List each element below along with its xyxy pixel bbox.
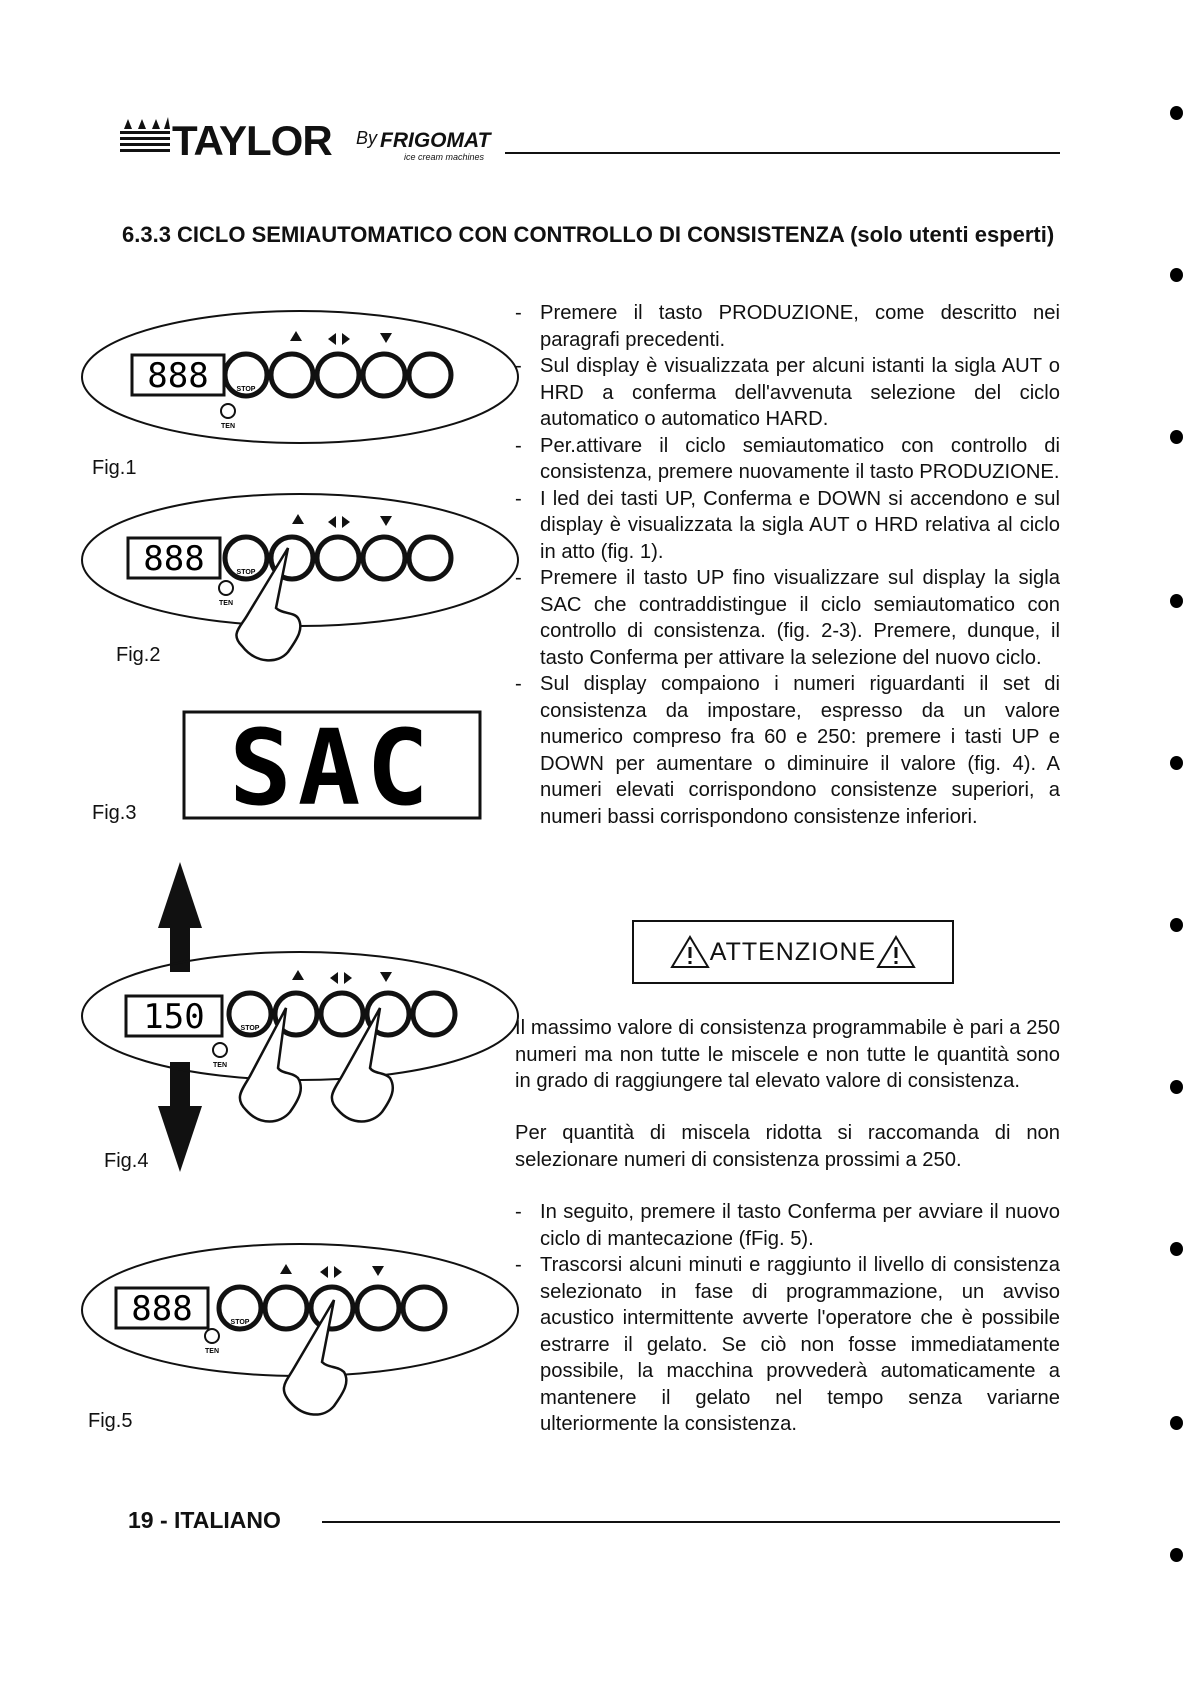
svg-text:TEN: TEN (213, 1062, 227, 1069)
brand-by: By (356, 128, 378, 148)
svg-text:888: 888 (143, 539, 205, 579)
step-item: - In seguito, premere il tasto Conferma per avviare il nuovo ciclo di mantecazione (fFig. 5). (515, 1199, 1060, 1252)
svg-text:TEN: TEN (205, 1348, 219, 1355)
brand-frigomat: FRIGOMAT (380, 129, 491, 152)
down-arrow-icon (158, 1062, 202, 1172)
step-item: - Trascorsi alcuni minuti e raggiunto il livello di consistenza selezionato in fase di programmazione, un avviso acustico intermittente avverte l'operatore che è possibile estrarre il gelato. Se ciò non fosse immediatamente possibile, la macchina provvederà automaticamente a mantenere il gelato nel tempo senza variarne ulteriormente la consistenza. (515, 1252, 1060, 1438)
figure-label: Fig.3 (92, 802, 137, 824)
step-item: - Per.attivare il ciclo semiautomatico con controllo di consistenza, premere nuovamente il tasto PRODUZIONE. (515, 433, 1060, 486)
control-panel-diagram (80, 862, 520, 1172)
warning-box (632, 920, 954, 984)
svg-text:STOP: STOP (236, 569, 256, 576)
figure-label: Fig.1 (92, 457, 137, 479)
warning-text: ATTENZIONE (709, 937, 877, 966)
taylor-logo-icon (120, 117, 170, 153)
control-panel-diagram (80, 1238, 520, 1458)
figure-4 (80, 862, 520, 1172)
brand-name: TAYLOR (172, 117, 332, 164)
figure-2 (80, 488, 520, 688)
binder-hole-dot (1170, 1548, 1183, 1562)
binder-hole-dot (1170, 268, 1183, 282)
figure-3 (80, 710, 520, 830)
binder-hole-dot (1170, 918, 1183, 932)
header-rule (505, 152, 1060, 154)
figure-1 (80, 305, 520, 485)
steps-list-continued (515, 1199, 1060, 1438)
step-item: - Premere il tasto PRODUZIONE, come descritto nei paragrafi precedenti. (515, 300, 1060, 353)
figure-label: Fig.5 (88, 1410, 133, 1432)
svg-text:TEN: TEN (219, 600, 233, 607)
warning-paragraph: Il massimo valore di consistenza programmabile è pari a 250 numeri ma non tutte le miscele e non tutte le quantità sono in grado di raggiungere tal elevato valore di consistenza. (515, 1017, 1060, 1092)
step-item: - Premere il tasto UP fino visualizzare sul display la sigla SAC che contraddistingue il ciclo semiautomatico con controllo di consistenza. (fig. 2-3). Premere, dunque, il tasto Conferma per attivare la selezione del nuovo ciclo. (515, 565, 1060, 671)
brand-subtitle: ice cream machines (404, 152, 485, 162)
binder-hole-dot (1170, 430, 1183, 444)
warning-icon (670, 934, 710, 970)
binder-hole-dot (1170, 756, 1183, 770)
binder-hole-dot (1170, 1416, 1183, 1430)
step-item: - Sul display è visualizzata per alcuni istanti la sigla AUT o HRD a conferma dell'avvenuta selezione del ciclo automatico o automatico HARD. (515, 353, 1060, 433)
figure-label: Fig.4 (104, 1150, 149, 1172)
display-text: 888 (147, 356, 209, 396)
footer-rule (322, 1521, 1060, 1523)
binder-hole-dot (1170, 594, 1183, 608)
up-arrow-icon (158, 862, 202, 972)
step-item: - Sul display compaiono i numeri riguardanti il set di consistenza da impostare, espresso da un valore numerico compreso fra 60 e 250: premere i tasti UP e DOWN per aumentare o diminuire il valore (fig. 4). A numeri elevati corrispondono consistenze superiori, a numeri bassi corrispondono consistenze inferiori. (515, 671, 1060, 830)
page-number: 19 - ITALIANO (128, 1507, 281, 1533)
binder-hole-dot (1170, 106, 1183, 120)
svg-text:150: 150 (143, 997, 205, 1037)
step-item: - I led dei tasti UP, Conferma e DOWN si accendono e sul display è visualizzata la sigla AUT o HRD relativa al ciclo in atto (fig. 1). (515, 486, 1060, 566)
figure-label: Fig.2 (116, 644, 161, 666)
svg-text:888: 888 (131, 1289, 193, 1329)
figure-5 (80, 1238, 520, 1458)
section-title: 6.3.3 CICLO SEMIAUTOMATICO CON CONTROLLO DI CONSISTENZA (solo utenti esperti) (122, 222, 1055, 247)
steps-list (515, 300, 1060, 830)
binder-hole-dot (1170, 1080, 1183, 1094)
sac-display (182, 710, 482, 820)
svg-text:SAC: SAC (229, 710, 435, 820)
warning-icon (876, 934, 916, 970)
binder-hole-dot (1170, 1242, 1183, 1256)
control-panel-diagram (80, 305, 520, 455)
svg-text:STOP: STOP (230, 1319, 250, 1326)
svg-text:TEN: TEN (221, 423, 235, 430)
recommendation-paragraph: Per quantità di miscela ridotta si raccomanda di non selezionare numeri di consistenza prossimi a 250. (515, 1122, 1060, 1171)
svg-text:STOP: STOP (236, 386, 256, 393)
svg-text:STOP: STOP (240, 1025, 260, 1032)
